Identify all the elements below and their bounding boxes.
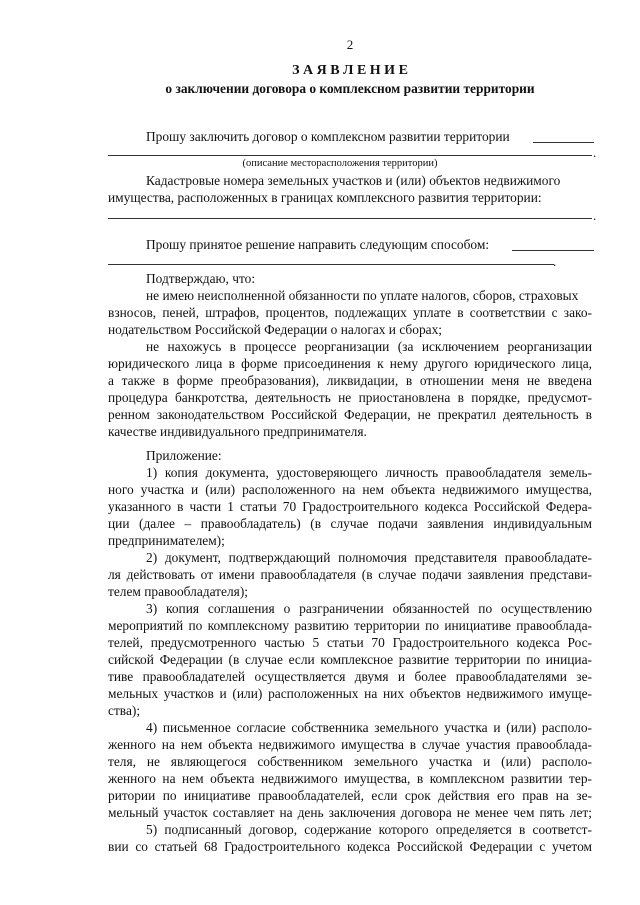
territory-input-line[interactable] <box>533 142 594 143</box>
appendix-item4-line1: 4) письменное согласие собственника земельного участка и (или) располо- <box>146 720 592 735</box>
confirm-para2-line4: процедура банкротства, деятельность не приостановлена в порядке, предусмот- <box>108 390 592 405</box>
appendix-item2-line1: 2) документ, подтверждающий полномочия представителя правообладате- <box>146 550 592 565</box>
line-end-dot: . <box>593 145 597 160</box>
cadastral-line-2: имущества, расположенных в границах комплексного развития территории: <box>108 190 542 205</box>
appendix-item3-line3: телей, предусмотренного частью 5 статьи 70 Градостроительного кодекса Рос- <box>108 635 592 650</box>
appendix-item3-line4: сийской Федерации (в случае если комплексное развитие территории по инициа- <box>108 652 592 667</box>
appendix-item4-line2: женного на нем объекта недвижимого имущества в случае участия правооблада- <box>108 737 592 752</box>
request-line: Прошу заключить договор о комплексном развитии территории <box>146 129 510 144</box>
appendix-item3-line1: 3) копия соглашения о разграничении обязанностей по осуществлению <box>146 601 592 616</box>
appendix-heading: Приложение: <box>146 448 222 463</box>
appendix-item5-line1: 5) подписанный договор, содержание которого определяется в соответст- <box>146 822 592 837</box>
confirm-para2-line5: ренном законодательством Российской Федерации, не прекратил деятельность в <box>108 407 592 422</box>
appendix-item4-line5: ритории по инициативе правообладателей, если срок действия его прав на зе- <box>108 788 592 803</box>
appendix-item4-line3: теля, не являющегося собственником земельного участка и (или) располо- <box>108 754 592 769</box>
appendix-item1-line2: ного участка и (или) расположенного на нем объекта недвижимого имущества, <box>108 482 592 497</box>
confirm-heading: Подтверждаю, что: <box>146 271 256 286</box>
appendix-item4-line6: мельный участок составляет на день заключения договора не менее чем пять лет; <box>108 805 592 820</box>
line-end-dot: . <box>593 208 597 223</box>
appendix-item1-line5: предпринимателем); <box>108 533 225 548</box>
confirm-para1-line3: нодательством Российской Федерации о налогах и сборах; <box>108 322 442 337</box>
send-method-input-line-2[interactable] <box>108 264 554 265</box>
appendix-item2-line3: телем правообладателя); <box>108 584 248 599</box>
appendix-item3-line5: тиве правообладателей осуществляется двумя и более правообладателями зе- <box>108 669 592 684</box>
page-number: 2 <box>346 37 354 52</box>
location-caption: (описание месторасположения территории) <box>242 158 438 169</box>
appendix-item3-line7: ства); <box>108 703 141 718</box>
appendix-item3-line6: мельных участков и (или) расположенных на них объектов недвижимого имуще- <box>108 686 592 701</box>
confirm-para1-line2: взносов, пеней, штрафов, процентов, подлежащих уплате в соответствии с зако- <box>108 305 592 320</box>
appendix-item3-line2: мероприятий по комплексному развитию территории по инициативе правооблада- <box>108 618 592 633</box>
confirm-para2-line6: качестве индивидуального предпринимателя. <box>108 424 367 439</box>
send-method-input-line[interactable] <box>512 250 594 251</box>
appendix-item1-line4: ции (далее – правообладатель) (в случае подачи заявления индивидуальным <box>108 516 592 531</box>
appendix-item5-line2: вии со статьей 68 Градостроительного кодекса Российской Федерации с учетом <box>108 839 592 854</box>
confirm-para2-line1: не нахожусь в процессе реорганизации (за исключением реорганизации <box>146 339 592 354</box>
document-title: З А Я В Л Е Н И Е <box>292 63 408 78</box>
cadastral-line-1: Кадастровые номера земельных участков и (или) объектов недвижимого <box>146 173 561 188</box>
cadastral-input-line[interactable] <box>108 218 592 219</box>
appendix-item1-line1: 1) копия документа, удостоверяющего личность правообладателя земель- <box>146 465 592 480</box>
appendix-item1-line3: указанного в части 1 статьи 70 Градостроительного кодекса Российской Федера- <box>108 499 592 514</box>
appendix-item2-line2: ля действовать от имени правообладателя (в случае подачи заявления представи- <box>108 567 592 582</box>
confirm-para1-line1: не имею неисполненной обязанности по уплате налогов, сборов, страховых <box>146 288 579 303</box>
document-subtitle: о заключении договора о комплексном развитии территории <box>165 81 535 96</box>
confirm-para2-line2: юридического лица в форме присоединения к нему другого юридического лица, <box>108 356 592 371</box>
confirm-para2-line3: а также в форме преобразования), ликвидации, в отношении меня не введена <box>108 373 592 388</box>
appendix-item4-line4: женного на нем объекта недвижимого имущества, в комплексном развитии тер- <box>108 771 592 786</box>
send-decision-line: Прошу принятое решение направить следующим способом: <box>146 237 490 252</box>
line-end-dot: . <box>553 254 557 269</box>
